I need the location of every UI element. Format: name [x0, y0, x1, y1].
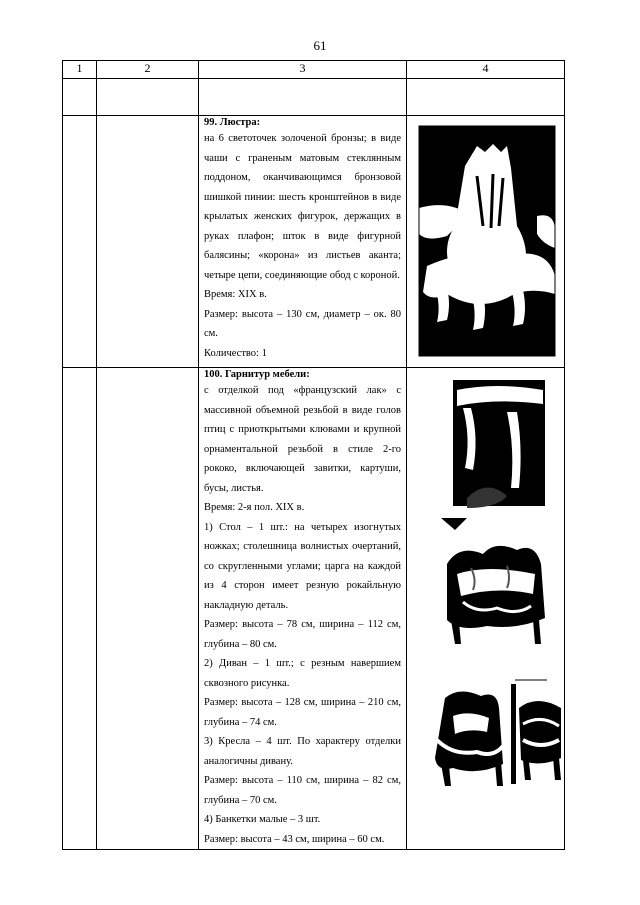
page-number: 61 [313, 38, 327, 53]
sofa-photo [441, 538, 547, 656]
item-100-line: Размер: высота – 110 см, ширина – 82 см, глубина – 70 см. [204, 775, 401, 806]
item-99-line: Количество: 1 [204, 347, 267, 359]
table-photo [441, 380, 545, 530]
item-99-photo-cell [407, 116, 565, 368]
item-100-line: Размер: высота – 43 см, ширина – 60 см. [204, 833, 385, 845]
item-99-line: Размер: высота – 130 см, диаметр – ок. 80 см. [204, 308, 401, 339]
item-100-line: Размер: высота – 128 см, ширина – 210 см, глубина – 74 см. [204, 697, 401, 728]
item-99-description [199, 116, 407, 368]
furniture-set-photos [407, 368, 565, 828]
item-100-photo-cell [407, 368, 565, 850]
banquette-photo [511, 680, 563, 788]
table-row-item-100 [63, 368, 565, 850]
item-100-line: 3) Кресла – 4 шт. По характеру отделки аналогичны дивану. [204, 736, 401, 767]
chandelier-photo [407, 116, 565, 367]
item-100-title: 100. Гарнитур мебели: [204, 369, 310, 380]
table-row-empty [63, 79, 565, 116]
header-cell-3: 3 [199, 61, 407, 79]
header-cell-1: 1 [63, 61, 97, 79]
armchair-photo [431, 684, 507, 788]
table-row-item-99 [63, 116, 565, 368]
item-99-line: на 6 светоточек золоченой бронзы; в виде чаши с граненым матовым стеклянным поддоном, оканчивающимся бронзовой шишкой пинии: шесть кронштейнов в виде крылатых женских фигурок, держащих в руках плафон; шток в виде фигурной балясины; «корона» из листьев аканта; четыре цепи, соединяющие обод с короной. [204, 133, 401, 281]
item-100-description [199, 368, 407, 850]
item-100-line: 2) Диван – 1 шт.; с резным навершием сквозного рисунка. [204, 658, 401, 689]
item-100-line: 1) Стол – 1 шт.: на четырех изогнутых ножках; столешница волнистых очертаний, со скругленными углами; царга на каждой из 4 сторон имеет резную рокайльную накладную деталь. [204, 521, 401, 611]
header-cell-2: 2 [97, 61, 199, 79]
item-100-line: Размер: высота – 78 см, ширина – 112 см, глубина – 80 см. [204, 619, 401, 650]
item-100-line: с отделкой под «французский лак» с массивной объемной резьбой в виде голов птиц с приоткрытыми клювами и крупной орнаментальной резьбой в стиле 2-го рококо, включающей завитки, картуши, бусы, листья. [204, 385, 401, 494]
item-99-title: 99. Люстра: [204, 117, 261, 128]
item-100-line: 4) Банкетки малые – 3 шт. [204, 814, 321, 825]
item-100-line: Время: 2-я пол. XIX в. [204, 502, 305, 513]
item-99-line: Время: XIX в. [204, 289, 267, 300]
inventory-table [62, 60, 565, 850]
table-header-row [63, 61, 565, 79]
header-cell-4: 4 [407, 61, 565, 79]
